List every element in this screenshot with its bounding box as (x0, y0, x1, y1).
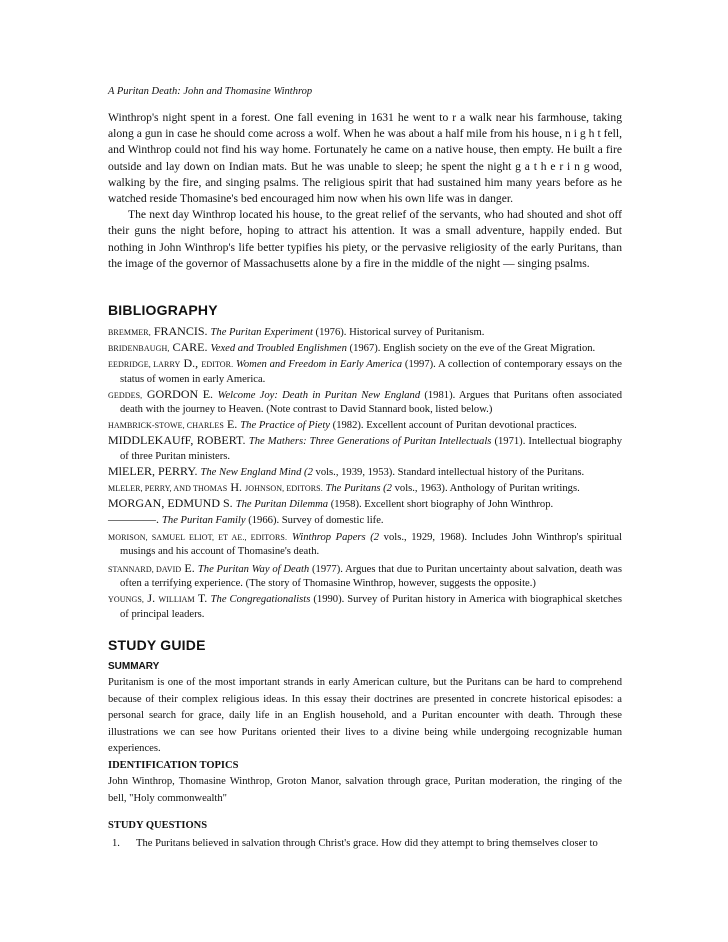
author-smallcaps: YOUNGS, (108, 595, 145, 605)
bibliography-entry (108, 340, 622, 356)
bibliography-entry (108, 356, 622, 386)
running-head: A Puritan Death: John and Thomasine Winthrop (108, 86, 313, 97)
book-title: The Practice of Piety (240, 420, 331, 432)
editor-smallcaps: JOHNSON, EDITORS. (245, 484, 323, 494)
entry-description: (1981). Argues that Puritans often associated death with the journey to Heaven. (Note contrast to David Stannard book, listed below.) (120, 389, 623, 416)
book-title: The Puritan Family (162, 515, 246, 527)
book-title: The Puritan Dilemma (235, 499, 329, 511)
bibliography-list (108, 324, 622, 559)
editor-smallcaps: WILLIAM (158, 595, 195, 605)
entry-description: (1967). English society on the eve of the Great Migration. (346, 343, 596, 355)
entry-description: (1971). Intellectual biography of three Puritan ministers. (120, 436, 623, 462)
author-name: MlELER, PERRY. (108, 463, 201, 478)
book-title: The Puritan Experiment (210, 327, 313, 338)
author-smallcaps: STANNARD, DAVID (108, 565, 182, 574)
entry-description: vols., 1939, 1953). Standard intellectual history of the Puritans. (312, 466, 585, 478)
essay-paragraph: Winthrop's night spent in a forest. One fall evening in 1631 he went to r a walk near his farmhouse, taking along a gun in case he should come across a wolf. When he was about a half mile from his house, n i g h t fell, and Winthrop could not find his way home. Fortunately he came on a native house, then empty. He built a fire outside and lay down on Indian mats. But he was unable to sleep; he spent the night g a t h e r i n g wood, walking by the fire, and singing psalms. The religious spirit that had sustained him many years before as he watched reside Thomasine's bed encouraged him now when his own life was in danger. (108, 111, 622, 206)
book-title: The Puritan Way of Death (197, 564, 310, 575)
author-name: D., (180, 356, 202, 371)
book-title: The Puritans (2 (322, 483, 392, 495)
author-name: ————. (108, 512, 162, 527)
author-name: CARE. (169, 340, 211, 355)
author-initial: T. (194, 591, 211, 606)
entry-description: (1997). A collection of contemporary essays on the status of women in early America. (120, 359, 622, 385)
bibliography-entry (108, 529, 622, 559)
entry-description: vols., 1929, 1968). Includes John Winthrop's spiritual musings and his account of Thomasine's death. (120, 531, 622, 557)
author-name: E. (223, 417, 241, 432)
essay-body (108, 110, 622, 272)
entry-description: (1958). Excellent short biography of John Winthrop. (328, 499, 554, 511)
author-name: E. (181, 561, 198, 575)
author-name: H. (227, 480, 246, 495)
entry-description: vols., 1963). Anthology of Puritan writings. (391, 483, 580, 495)
book-title: Vexed and Troubled Englishmen (210, 343, 347, 355)
bibliography-entry (108, 387, 622, 417)
author-name: MORGAN, EDMUND S. (108, 496, 236, 511)
book-title: The Mathers: Three Generations of Puritan Intellectuals (248, 436, 492, 448)
book-title: Welcome Joy: Death in Puritan New England (217, 389, 421, 401)
book-title: The New England Mind (2 (200, 466, 313, 478)
author-smallcaps: HAMBRICK-STOWE, CHARLES (108, 421, 224, 431)
bibliography-entry (108, 324, 622, 340)
bibliography-list-continued (108, 561, 622, 622)
author-name: MIDDLEKAUfF, ROBERT. (108, 433, 249, 448)
study-question (108, 836, 622, 852)
bibliography-entry (108, 512, 622, 528)
bibliography-heading: BIBLIOGRAPHY (108, 302, 218, 318)
study-guide-heading: STUDY GUIDE (108, 637, 206, 653)
author-smallcaps: BRIDENBAUGH, (108, 344, 170, 354)
bibliography-entry (108, 417, 622, 433)
entry-description: (1976). Historical survey of Puritanism. (312, 327, 485, 338)
author-smallcaps: BREMMER, (108, 328, 151, 337)
author-smallcaps: MORISON, SAMUEL ELIOT, ET AE., EDITORS. (108, 532, 288, 542)
author-name: FRANCIS. (150, 324, 211, 338)
author-smallcaps: GEDDES, (108, 390, 143, 400)
entry-description: (1977). Argues that due to Puritan uncertainty about salvation, death was often a terrifying experience. (The story of Thomasine Winthrop, however, suggests the opposite.) (120, 564, 622, 590)
bibliography-entry (108, 496, 622, 512)
author-smallcaps: MLELER, PERRY, AND THOMAS (108, 484, 228, 494)
editor-smallcaps: EDITOR. (201, 360, 234, 370)
entry-description: (1982). Excellent account of Puritan devotional practices. (330, 420, 577, 432)
bibliography-entry (108, 591, 622, 621)
bibliography-entry (108, 433, 622, 463)
summary-text: Puritanism is one of the most important strands in early American culture, but the Puritans can be hard to comprehend because of their complex religious ideas. In this essay their doctrines are presented in concrete historical episodes: a personal search for grace, daily life in an English household, and a Puritan encounter with death. Through these illustrations we can see how Puritans oriented their lives to a divine being while undergoing recognizable human experiences. (108, 677, 622, 755)
essay-paragraph: The next day Winthrop located his house, to the great relief of the servants, who had shouted and shot off their guns the night before, hoping to attract his attention. It was a small adventure, happily ended. But nothing in John Winthrop's life better typifies his piety, or the pervasive religiosity of the early Puritans, than the image of the governor of Massachusetts alone by a fire in the middle of the night — singing psalms. (108, 208, 622, 270)
entry-description: (1990). Survey of Puritan history in America with biographical sketches of principal leaders. (120, 594, 622, 620)
author-name: J. (144, 591, 159, 606)
question-number: 1. (112, 838, 120, 849)
identification-topics-text: John Winthrop, Thomasine Winthrop, Groton Manor, salvation through grace, Puritan moderation, the ringing of the bell, "Holy commonwealth" (108, 776, 622, 804)
author-smallcaps: EEDRIDGE, LARRY (108, 360, 181, 370)
summary-heading: SUMMARY (108, 661, 160, 672)
question-text: The Puritans believed in salvation through Christ's grace. How did they attempt to bring themselves closer to (136, 838, 598, 849)
book-title: Women and Freedom in Early America (233, 359, 403, 371)
book-title: The Congregationalists (210, 594, 311, 606)
study-questions-heading: STUDY QUESTIONS (108, 820, 208, 831)
bibliography-entry (108, 561, 622, 591)
author-name: GORDON E. (142, 386, 218, 401)
entry-description: (1966). Survey of domestic life. (245, 515, 384, 527)
bibliography-entry (108, 480, 622, 496)
identification-topics-heading: IDENTIFICATION TOPICS (108, 760, 239, 771)
bibliography-entry (108, 464, 622, 480)
book-title: Winthrop Papers (2 (292, 531, 380, 543)
